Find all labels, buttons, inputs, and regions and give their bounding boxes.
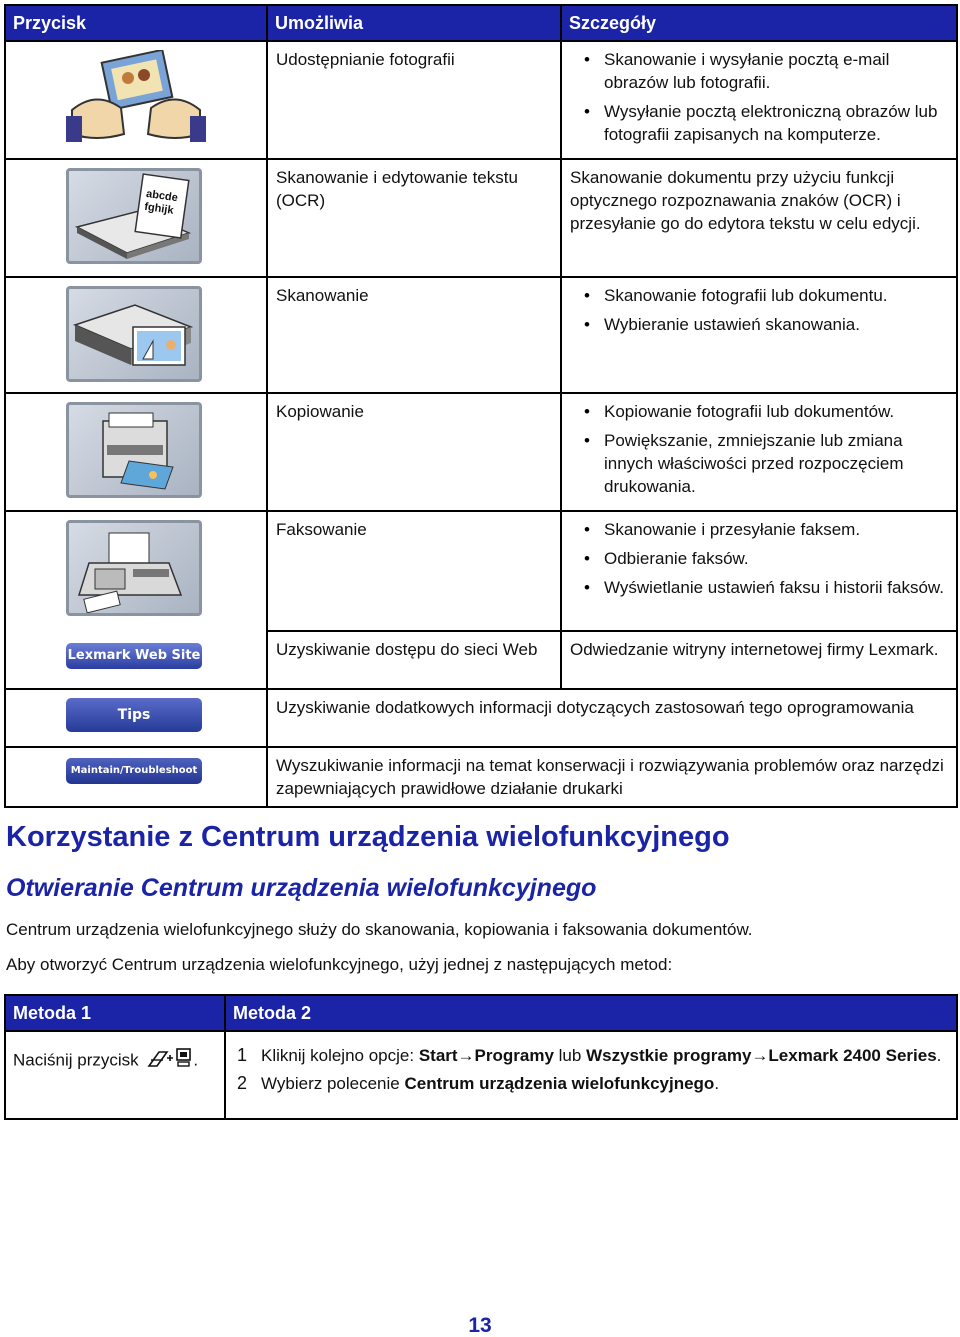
- page-number: 13: [468, 1314, 492, 1337]
- step-text-part: lub: [553, 1046, 587, 1065]
- details-list: [570, 400, 948, 498]
- paragraph: Centrum urządzenia wielofunkcyjnego służy do skanowania, kopiowania i faksowania dokumentów.: [6, 920, 753, 939]
- details-cell: [561, 41, 957, 159]
- button-cell: [5, 747, 267, 807]
- share-photos-icon[interactable]: [66, 50, 206, 146]
- details-list: [570, 284, 948, 336]
- details-list: [570, 48, 948, 146]
- list-item: • Odbieranie faksów.: [570, 547, 948, 570]
- step-text-part: Wybierz polecenie: [261, 1074, 405, 1093]
- header-umozliwia: Umożliwia: [267, 5, 561, 41]
- header-metoda-2: Metoda 2: [225, 995, 957, 1031]
- method1-end: .: [193, 1050, 199, 1070]
- wide-details-cell: [267, 747, 957, 807]
- table-row: [5, 747, 957, 807]
- button-cell: [5, 511, 267, 631]
- enables-text: Uzyskiwanie dostępu do sieci Web: [276, 640, 538, 659]
- wide-details-cell: [267, 689, 957, 747]
- step-number: 1: [237, 1045, 248, 1065]
- details-cell: [561, 631, 957, 689]
- lexmark-web-site-icon[interactable]: Lexmark Web Site: [66, 643, 202, 669]
- table-row: [5, 277, 957, 393]
- header-metoda-1: Metoda 1: [5, 995, 225, 1031]
- table-header-row: [5, 5, 957, 41]
- table-row: [5, 631, 957, 689]
- details-cell: [561, 277, 957, 393]
- enables-text: Udostępnianie fotografii: [276, 50, 455, 69]
- paragraph: Aby otworzyć Centrum urządzenia wielofunkcyjnego, użyj jednej z następujących metod:: [6, 955, 673, 974]
- step-item: [233, 1072, 949, 1095]
- list-item: • Powiększanie, zmniejszanie lub zmiana innych właściwości przed rozpoczęciem drukowania.: [570, 429, 948, 498]
- details-text: Skanowanie dokumentu przy użyciu funkcji optycznego rozpoznawania znaków (OCR) i przesyłanie go do edytora tekstu w celu edycji.: [570, 168, 921, 233]
- scanner-icon[interactable]: [66, 286, 202, 382]
- list-item: • Kopiowanie fotografii lub dokumentów.: [570, 400, 948, 423]
- step-text-part: Kliknij kolejno opcje:: [261, 1046, 419, 1065]
- ocr-text-label: abcde fghijk: [143, 187, 179, 217]
- step-number: 2: [237, 1073, 248, 1093]
- details-text: Odwiedzanie witryny internetowej firmy Lexmark.: [570, 640, 939, 659]
- button-cell: [5, 393, 267, 511]
- enables-text: Skanowanie: [276, 286, 369, 305]
- table-row: [5, 159, 957, 277]
- list-item: • Skanowanie fotografii lub dokumentu.: [570, 284, 948, 307]
- method1-cell: [5, 1031, 225, 1119]
- enables-text: Faksowanie: [276, 520, 367, 539]
- buttons-table: [4, 4, 958, 808]
- list-item: • Wyświetlanie ustawień faksu i historii faksów.: [570, 576, 948, 599]
- header-przycisk: Przycisk: [5, 5, 267, 41]
- methods-header-row: [5, 995, 957, 1031]
- enables-text: Skanowanie i edytowanie tekstu (OCR): [276, 168, 518, 210]
- maintain-troubleshoot-icon[interactable]: Maintain/Troubleshoot: [66, 758, 202, 784]
- section-subheading: Otwieranie Centrum urządzenia wielofunkcyjnego: [6, 874, 597, 902]
- table-row: [5, 511, 957, 631]
- step-text-part: Programy: [474, 1046, 554, 1065]
- step-text-part: Centrum urządzenia wielofunkcyjnego: [404, 1074, 715, 1093]
- methods-table: [4, 994, 958, 1120]
- button-cell: [5, 41, 267, 159]
- methods-row: [5, 1031, 957, 1119]
- step-text-part: →: [457, 1046, 475, 1065]
- step-text-part: →: [751, 1046, 769, 1065]
- button-cell: [5, 689, 267, 747]
- list-item: • Skanowanie i wysyłanie pocztą e-mail obrazów lub fotografii.: [570, 48, 948, 94]
- enables-text: Kopiowanie: [276, 402, 364, 421]
- details-cell: [561, 511, 957, 631]
- ocr-scan-icon[interactable]: [66, 168, 202, 264]
- table-row: [5, 689, 957, 747]
- table-row: [5, 393, 957, 511]
- list-item: • Skanowanie i przesyłanie faksem.: [570, 518, 948, 541]
- enables-cell: [267, 159, 561, 277]
- method2-cell: [225, 1031, 957, 1119]
- list-item: • Wysyłanie pocztą elektroniczną obrazów lub fotografii zapisanych na komputerze.: [570, 100, 948, 146]
- button-cell: [5, 277, 267, 393]
- enables-cell: [267, 277, 561, 393]
- header-szczegoly: Szczegóły: [561, 5, 957, 41]
- enables-cell: [267, 41, 561, 159]
- enables-cell: [267, 511, 561, 631]
- section-heading: Korzystanie z Centrum urządzenia wielofunkcyjnego: [6, 821, 730, 853]
- step-text-part: Lexmark 2400 Series: [768, 1046, 937, 1065]
- button-cell: [5, 631, 267, 689]
- step-text-part: .: [936, 1046, 942, 1065]
- button-cell: [5, 159, 267, 277]
- details-cell: [561, 393, 957, 511]
- table-row: [5, 41, 957, 159]
- fax-icon[interactable]: [66, 520, 202, 616]
- steps-list: [233, 1044, 949, 1095]
- details-text: Wyszukiwanie informacji na temat konserwacji i rozwiązywania problemów oraz narzędzi zapewniających prawidłowe działanie drukarki: [276, 756, 944, 798]
- copier-icon[interactable]: [66, 402, 202, 498]
- tips-icon[interactable]: Tips: [66, 698, 202, 732]
- step-text-part: Wszystkie programy: [586, 1046, 752, 1065]
- step-item: [233, 1044, 949, 1067]
- details-text: Uzyskiwanie dodatkowych informacji dotyczących zastosowań tego oprogramowania: [276, 698, 914, 717]
- details-list: [570, 518, 948, 599]
- list-item: • Wybieranie ustawień skanowania.: [570, 313, 948, 336]
- step-text-part: Start: [418, 1046, 458, 1065]
- step-text-part: .: [714, 1074, 720, 1093]
- aio-center-button-icon[interactable]: [147, 1046, 193, 1076]
- method1-text: Naciśnij przycisk: [13, 1050, 139, 1070]
- details-cell: [561, 159, 957, 277]
- enables-cell: [267, 631, 561, 689]
- enables-cell: [267, 393, 561, 511]
